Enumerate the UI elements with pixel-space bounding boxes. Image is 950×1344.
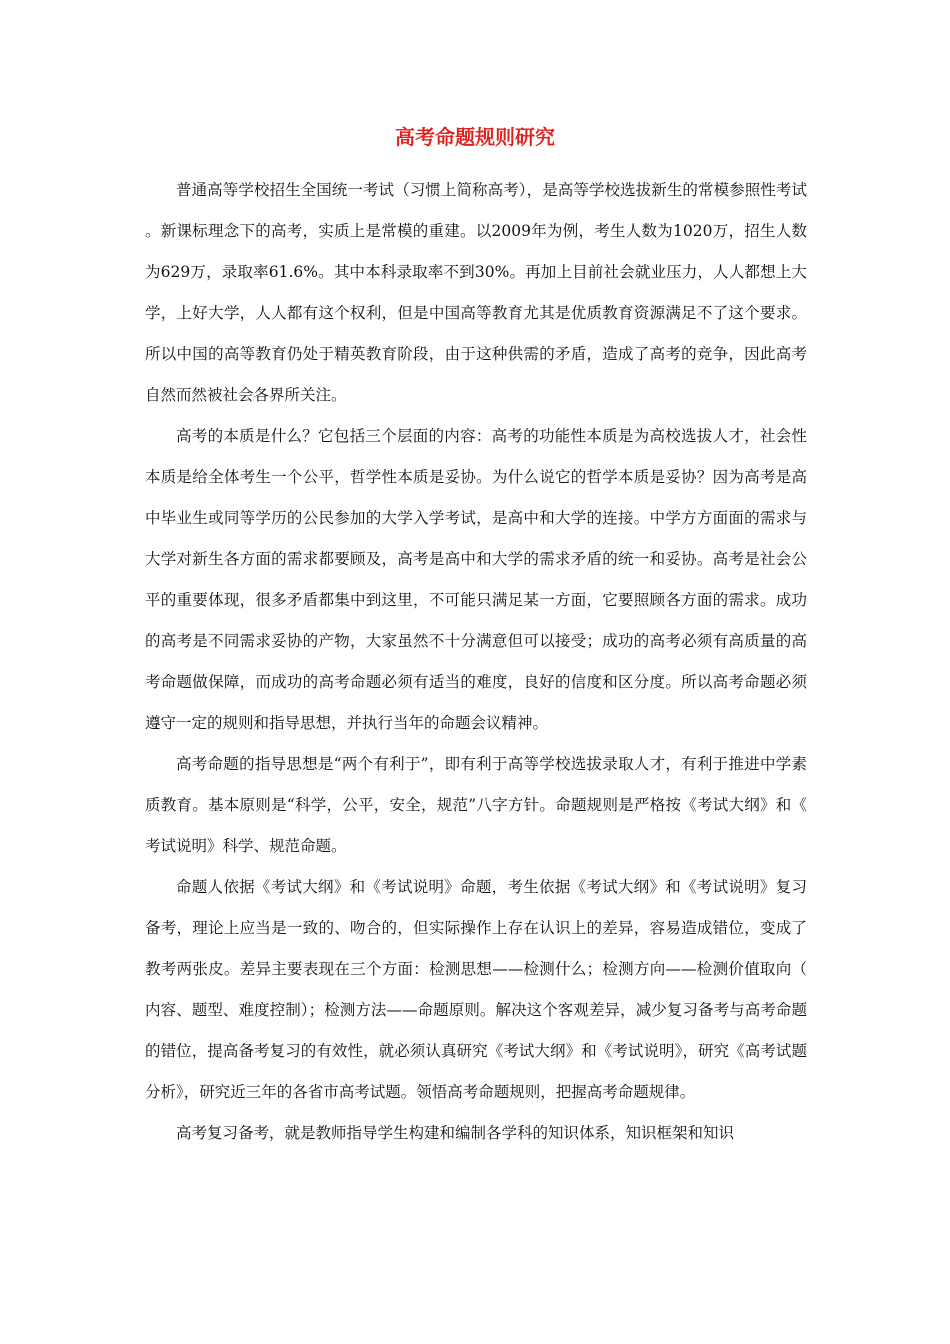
paragraph-2: 高考的本质是什么？它包括三个层面的内容：高考的功能性本质是为高校选拔人才，社会性本质是给全体考生一个公平，哲学性本质是妥协。为什么说它的哲学本质是妥协？因为高考是高中毕业生或同等学历的公民参加的大学入学考试，是高中和大学的连接。中学方方面面的需求与大学对新生各方面的需求都要顾及，高考是高中和大学的需求矛盾的统一和妥协。高考是社会公平的重要体现，很多矛盾都集中到这里，不可能只满足某一方面，它要照顾各方面的需求。成功的高考是不同需求妥协的产物，大家虽然不十分满意但可以接受；成功的高考必须有高质量的高考命题做保障，而成功的高考命题必须有适当的难度，良好的信度和区分度。所以高考命题必须遵守一定的规则和指导思想，并执行当年的命题会议精神。 — [145, 427, 807, 732]
paragraph-1: 普通高等学校招生全国统一考试（习惯上简称高考），是高等学校选拔新生的常模参照性考试。新课标理念下的高考，实质上是常模的重建。以2009年为例，考生人数为1020万，招生人数为629万，录取率61.6%。其中本科录取率不到30%。再加上目前社会就业压力，人人都想上大学，上好大学，人人都有这个权利，但是中国高等教育尤其是优质教育资源满足不了这个要求。所以中国的高等教育仍处于精英教育阶段，由于这种供需的矛盾，造成了高考的竞争，因此高考自然而然被社会各界所关注。 — [145, 181, 807, 404]
paragraph-5: 高考复习备考，就是教师指导学生构建和编制各学科的知识体系，知识框架和知识 — [176, 1124, 735, 1142]
paragraph-3: 高考命题的指导思想是“两个有利于”，即有利于高等学校选拔录取人才，有利于推进中学素质教育。基本原则是“科学，公平，安全，规范”八字方针。命题规则是严格按《考试大纲》和《考试说明》科学、规范命题。 — [145, 755, 807, 855]
paragraph-4: 命题人依据《考试大纲》和《考试说明》命题，考生依据《考试大纲》和《考试说明》复习备考，理论上应当是一致的、吻合的，但实际操作上存在认识上的差异，容易造成错位，变成了教考两张皮。差异主要表现在三个方面：检测思想——检测什么；检测方向——检测价值取向（内容、题型、难度控制）；检测方法——命题原则。解决这个客观差异，减少复习备考与高考命题的错位，提高备考复习的有效性，就必须认真研究《考试大纲》和《考试说明》，研究《高考试题分析》，研究近三年的各省市高考试题。领悟高考命题规则，把握高考命题规律。 — [145, 878, 807, 1101]
document-body — [145, 170, 807, 1154]
page-title: 高考命题规则研究 — [395, 125, 555, 149]
